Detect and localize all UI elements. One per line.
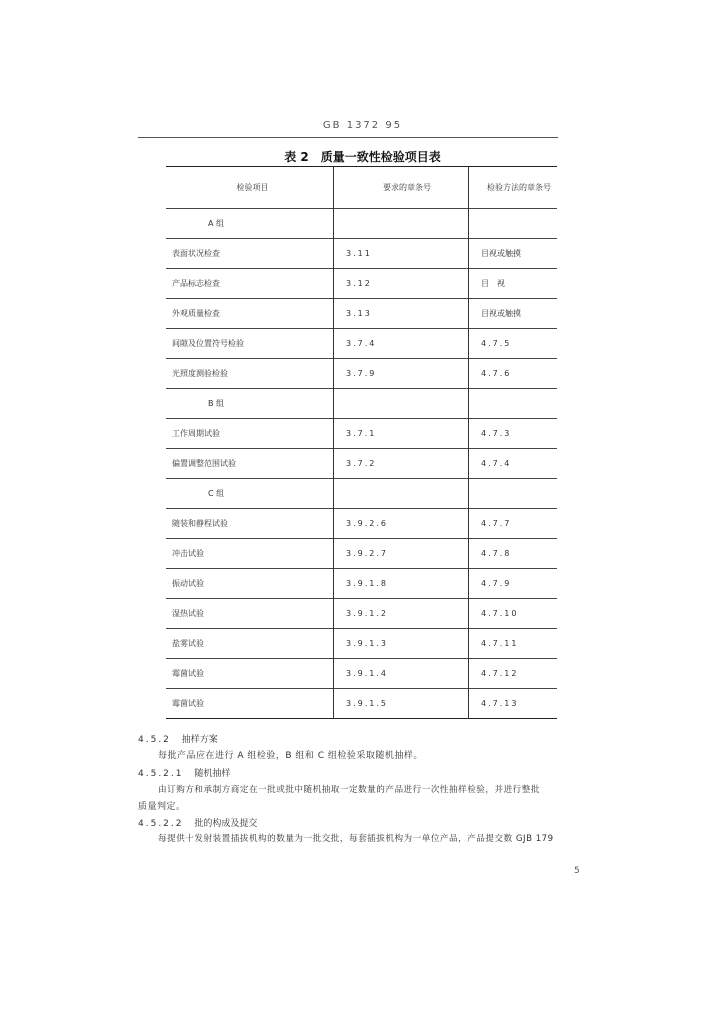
section-title: 随机抽样 <box>194 769 231 779</box>
cell-method: 4.7.11 <box>469 629 558 659</box>
cell-item: 光照度测验检验 <box>172 369 228 378</box>
table-header-row <box>166 167 557 209</box>
cell-method: 4.7.4 <box>469 449 558 479</box>
cell-requirement: 3.13 <box>334 299 469 329</box>
inspection-items-table <box>166 166 557 719</box>
cell-method: 4.7.5 <box>469 329 558 359</box>
table-row <box>166 689 557 719</box>
col-header-method: 检验方法的章条号 <box>469 167 558 209</box>
cell-method: 4.7.8 <box>469 539 558 569</box>
cell-requirement: 3.9.1.3 <box>334 629 469 659</box>
cell-item: 盐雾试验 <box>172 639 204 648</box>
cell-item: 霉菌试验 <box>172 669 204 678</box>
cell-item: 偏置调整范围试验 <box>172 459 236 468</box>
section-title: 抽样方案 <box>181 735 218 745</box>
cell-method: 4.7.13 <box>469 689 558 719</box>
group-label: A 组 <box>208 219 225 228</box>
header-doc-code: GB 1372 95 <box>322 120 403 131</box>
section-number: 4.5.2.1 <box>138 769 184 779</box>
table-row <box>166 419 557 449</box>
cell-method <box>469 479 558 509</box>
cell-method: 4.7.10 <box>469 599 558 629</box>
cell-item: 间隙及位置符号检验 <box>172 339 244 348</box>
section-heading <box>138 732 218 745</box>
section-number: 4.5.2.2 <box>138 819 184 829</box>
table-row <box>166 299 557 329</box>
section-number: 4.5.2 <box>138 735 171 745</box>
cell-requirement: 3.7.1 <box>334 419 469 449</box>
section-title: 批的构成及提交 <box>194 819 258 829</box>
cell-item: 冲击试验 <box>172 549 204 558</box>
cell-requirement: 3.9.1.4 <box>334 659 469 689</box>
table-title: 表 2 质量一致性检验项目表 <box>284 150 441 164</box>
cell-requirement <box>334 209 469 239</box>
table-row <box>166 509 557 539</box>
cell-method <box>469 209 558 239</box>
cell-item: 表面状况检查 <box>172 249 220 258</box>
cell-method: 4.7.12 <box>469 659 558 689</box>
cell-requirement: 3.7.2 <box>334 449 469 479</box>
cell-requirement <box>334 479 469 509</box>
cell-method: 4.7.6 <box>469 359 558 389</box>
cell-requirement: 3.9.2.6 <box>334 509 469 539</box>
cell-item: 振动试验 <box>172 579 204 588</box>
cell-requirement: 3.7.9 <box>334 359 469 389</box>
cell-method: 目 视 <box>469 269 558 299</box>
cell-requirement: 3.7.4 <box>334 329 469 359</box>
table-row <box>166 569 557 599</box>
cell-item: 外观质量检查 <box>172 309 220 318</box>
cell-requirement: 3.9.2.7 <box>334 539 469 569</box>
cell-method: 4.7.9 <box>469 569 558 599</box>
cell-method: 4.7.3 <box>469 419 558 449</box>
page-number: 5 <box>574 866 580 876</box>
body-paragraph: 由订购方和承制方商定在一批或批中随机抽取一定数量的产品进行一次性抽样检验，并进行整批 <box>158 785 540 795</box>
table-row <box>166 599 557 629</box>
table-group-row <box>166 389 557 419</box>
cell-item: 霉菌试验 <box>172 699 204 708</box>
section-heading <box>138 766 230 779</box>
table-row <box>166 629 557 659</box>
cell-requirement: 3.9.1.8 <box>334 569 469 599</box>
table-group-row <box>166 209 557 239</box>
col-header-requirement: 要求的章条号 <box>334 167 469 209</box>
cell-item: 工作周期试验 <box>172 429 220 438</box>
cell-requirement: 3.9.1.2 <box>334 599 469 629</box>
header-rule <box>138 137 558 138</box>
body-paragraph: 每提供十发射装置插拔机构的数量为一批交批，每套插拔机构为一单位产品，产品提交数 GJB 179 <box>158 834 554 844</box>
cell-method: 目视或触摸 <box>469 299 558 329</box>
cell-requirement <box>334 389 469 419</box>
cell-requirement: 3.9.1.5 <box>334 689 469 719</box>
body-paragraph: 每批产品应在进行 A 组检验，B 组和 C 组检验采取随机抽样。 <box>158 751 423 761</box>
table-row <box>166 659 557 689</box>
cell-requirement: 3.12 <box>334 269 469 299</box>
table-row <box>166 449 557 479</box>
group-label: B 组 <box>208 399 225 408</box>
table-row <box>166 539 557 569</box>
table-row <box>166 269 557 299</box>
body-paragraph: 质量判定。 <box>138 802 186 812</box>
cell-item: 随装和静程试验 <box>172 519 228 528</box>
table-row <box>166 359 557 389</box>
cell-requirement: 3.11 <box>334 239 469 269</box>
cell-method: 4.7.7 <box>469 509 558 539</box>
group-label: C 组 <box>208 489 225 498</box>
table-row <box>166 329 557 359</box>
cell-item: 产品标志检查 <box>172 279 220 288</box>
section-heading <box>138 816 257 829</box>
cell-method <box>469 389 558 419</box>
table-row <box>166 239 557 269</box>
table-group-row <box>166 479 557 509</box>
col-header-item: 检验项目 <box>236 183 269 192</box>
cell-item: 湿热试验 <box>172 609 204 618</box>
cell-method: 目视或触摸 <box>469 239 558 269</box>
